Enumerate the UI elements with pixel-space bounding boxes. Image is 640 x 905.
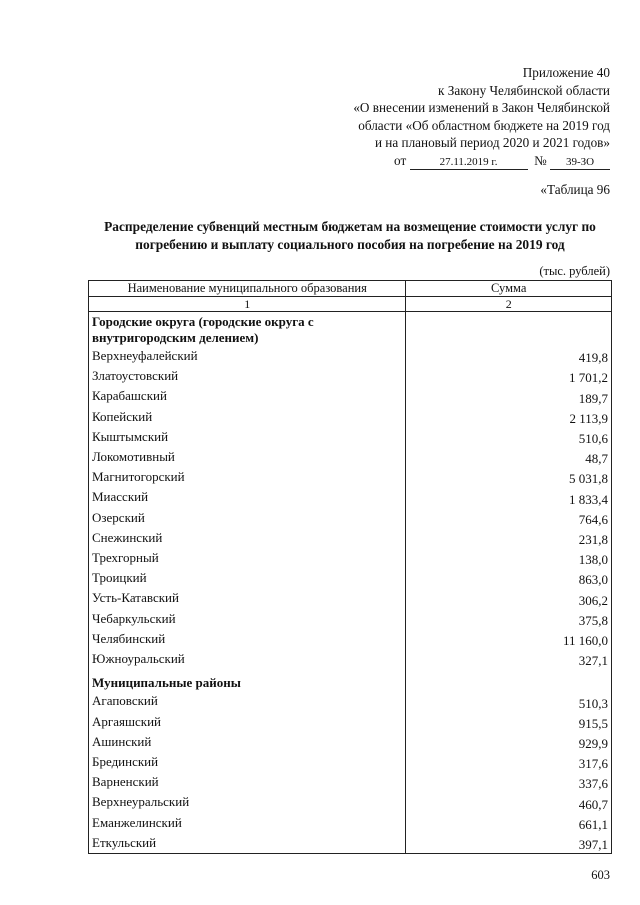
table-row xyxy=(89,792,612,812)
column-number-2: 2 xyxy=(406,297,612,312)
municipality-name: Еманжелинский xyxy=(89,813,406,833)
table-row xyxy=(89,833,612,854)
subvention-amount: 510,3 xyxy=(406,691,612,711)
table-row xyxy=(89,691,612,711)
subvention-amount: 915,5 xyxy=(406,712,612,732)
municipality-name: Кыштымский xyxy=(89,427,406,447)
section-row xyxy=(89,312,612,347)
municipality-name: Агаповский xyxy=(89,691,406,711)
municipality-name: Челябинский xyxy=(89,629,406,649)
subvention-amount: 5 031,8 xyxy=(406,467,612,487)
table-row xyxy=(89,752,612,772)
table-row xyxy=(89,447,612,467)
document-title: Распределение субвенций местным бюджетам на возмещение стоимости услуг по погребению и выплату социального пособия на погребение на 2019 год xyxy=(104,219,596,252)
subvention-amount: 48,7 xyxy=(406,447,612,467)
subvention-amount: 661,1 xyxy=(406,813,612,833)
table-row xyxy=(89,548,612,568)
subvention-amount: 764,6 xyxy=(406,508,612,528)
subvention-amount: 337,6 xyxy=(406,772,612,792)
municipality-name: Брединский xyxy=(89,752,406,772)
table-row xyxy=(89,528,612,548)
municipality-name: Локомотивный xyxy=(89,447,406,467)
municipality-name: Златоустовский xyxy=(89,366,406,386)
table-row xyxy=(89,386,612,406)
table-row xyxy=(89,568,612,588)
municipality-name: Карабашский xyxy=(89,386,406,406)
municipality-name: Троицкий xyxy=(89,568,406,588)
municipality-name: Снежинский xyxy=(89,528,406,548)
table-row xyxy=(89,588,612,608)
table-row xyxy=(89,407,612,427)
table-row xyxy=(89,487,612,507)
municipality-name: Верхнеуфалейский xyxy=(89,346,406,366)
subvention-amount: 929,9 xyxy=(406,732,612,752)
subvention-amount: 863,0 xyxy=(406,568,612,588)
page-number: 603 xyxy=(591,868,610,882)
subvention-amount: 11 160,0 xyxy=(406,629,612,649)
municipality-name: Верхнеуральский xyxy=(89,792,406,812)
column-number-row xyxy=(89,297,612,312)
municipality-name: Трехгорный xyxy=(89,548,406,568)
header-name: Наименование муниципального образования xyxy=(89,281,406,297)
table-row xyxy=(89,508,612,528)
column-number-1: 1 xyxy=(89,297,406,312)
municipality-name: Озерский xyxy=(89,508,406,528)
appendix-line-4: области «Об областном бюджете на 2019 год xyxy=(358,117,610,133)
subvention-amount: 460,7 xyxy=(406,792,612,812)
municipality-name: Чебаркульский xyxy=(89,609,406,629)
subvention-amount: 510,6 xyxy=(406,427,612,447)
law-number: 39-ЗО xyxy=(550,156,610,170)
subvention-amount: 419,8 xyxy=(406,346,612,366)
table-row xyxy=(89,366,612,386)
subvention-amount: 306,2 xyxy=(406,588,612,608)
section-title: Муниципальные районы xyxy=(89,669,406,691)
table-body xyxy=(89,312,612,854)
subvention-amount: 138,0 xyxy=(406,548,612,568)
table-row xyxy=(89,629,612,649)
subvention-amount: 375,8 xyxy=(406,609,612,629)
from-label: от xyxy=(394,152,407,168)
subvention-amount: 189,7 xyxy=(406,386,612,406)
section-value-empty xyxy=(406,669,612,691)
appendix-line-2: к Закону Челябинской области xyxy=(438,82,610,98)
subvention-amount: 1 833,4 xyxy=(406,487,612,507)
subvention-amount: 317,6 xyxy=(406,752,612,772)
municipality-name: Копейский xyxy=(89,407,406,427)
subvention-amount: 327,1 xyxy=(406,649,612,669)
municipality-name: Варненский xyxy=(89,772,406,792)
table-row xyxy=(89,609,612,629)
appendix-line-5: и на плановый период 2020 и 2021 годов» xyxy=(374,135,610,150)
table-row xyxy=(89,772,612,792)
section-row xyxy=(89,669,612,691)
subvention-table xyxy=(88,280,612,854)
municipality-name: Южноуральский xyxy=(89,649,406,669)
table-row xyxy=(89,346,612,366)
municipality-name: Усть-Катавский xyxy=(89,588,406,608)
law-date-number-line xyxy=(270,152,610,170)
table-reference: «Таблица 96 xyxy=(540,182,610,197)
table-row xyxy=(89,649,612,669)
table-header-row xyxy=(89,281,612,297)
table-row xyxy=(89,813,612,833)
municipality-name: Еткульский xyxy=(89,833,406,854)
subvention-amount: 397,1 xyxy=(406,833,612,854)
appendix-block xyxy=(270,64,610,170)
appendix-line-1: Приложение 40 xyxy=(522,65,610,80)
section-value-empty xyxy=(406,312,612,347)
municipality-name: Миасский xyxy=(89,487,406,507)
table-row xyxy=(89,732,612,752)
municipality-name: Магнитогорский xyxy=(89,467,406,487)
appendix-line-3: «О внесении изменений в Закон Челябинской xyxy=(353,100,610,115)
subvention-amount: 1 701,2 xyxy=(406,366,612,386)
table-row xyxy=(89,427,612,447)
municipality-name: Аргаяшский xyxy=(89,712,406,732)
table-row xyxy=(89,467,612,487)
header-sum: Сумма xyxy=(406,281,612,297)
law-date: 27.11.2019 г. xyxy=(410,156,528,170)
number-label: № xyxy=(534,152,547,168)
municipality-name: Ашинский xyxy=(89,732,406,752)
section-title: Городские округа (городские округа с внутригородским делением) xyxy=(89,312,406,347)
units-note: (тыс. рублей) xyxy=(539,264,610,278)
subvention-amount: 2 113,9 xyxy=(406,407,612,427)
subvention-amount: 231,8 xyxy=(406,528,612,548)
table-row xyxy=(89,712,612,732)
